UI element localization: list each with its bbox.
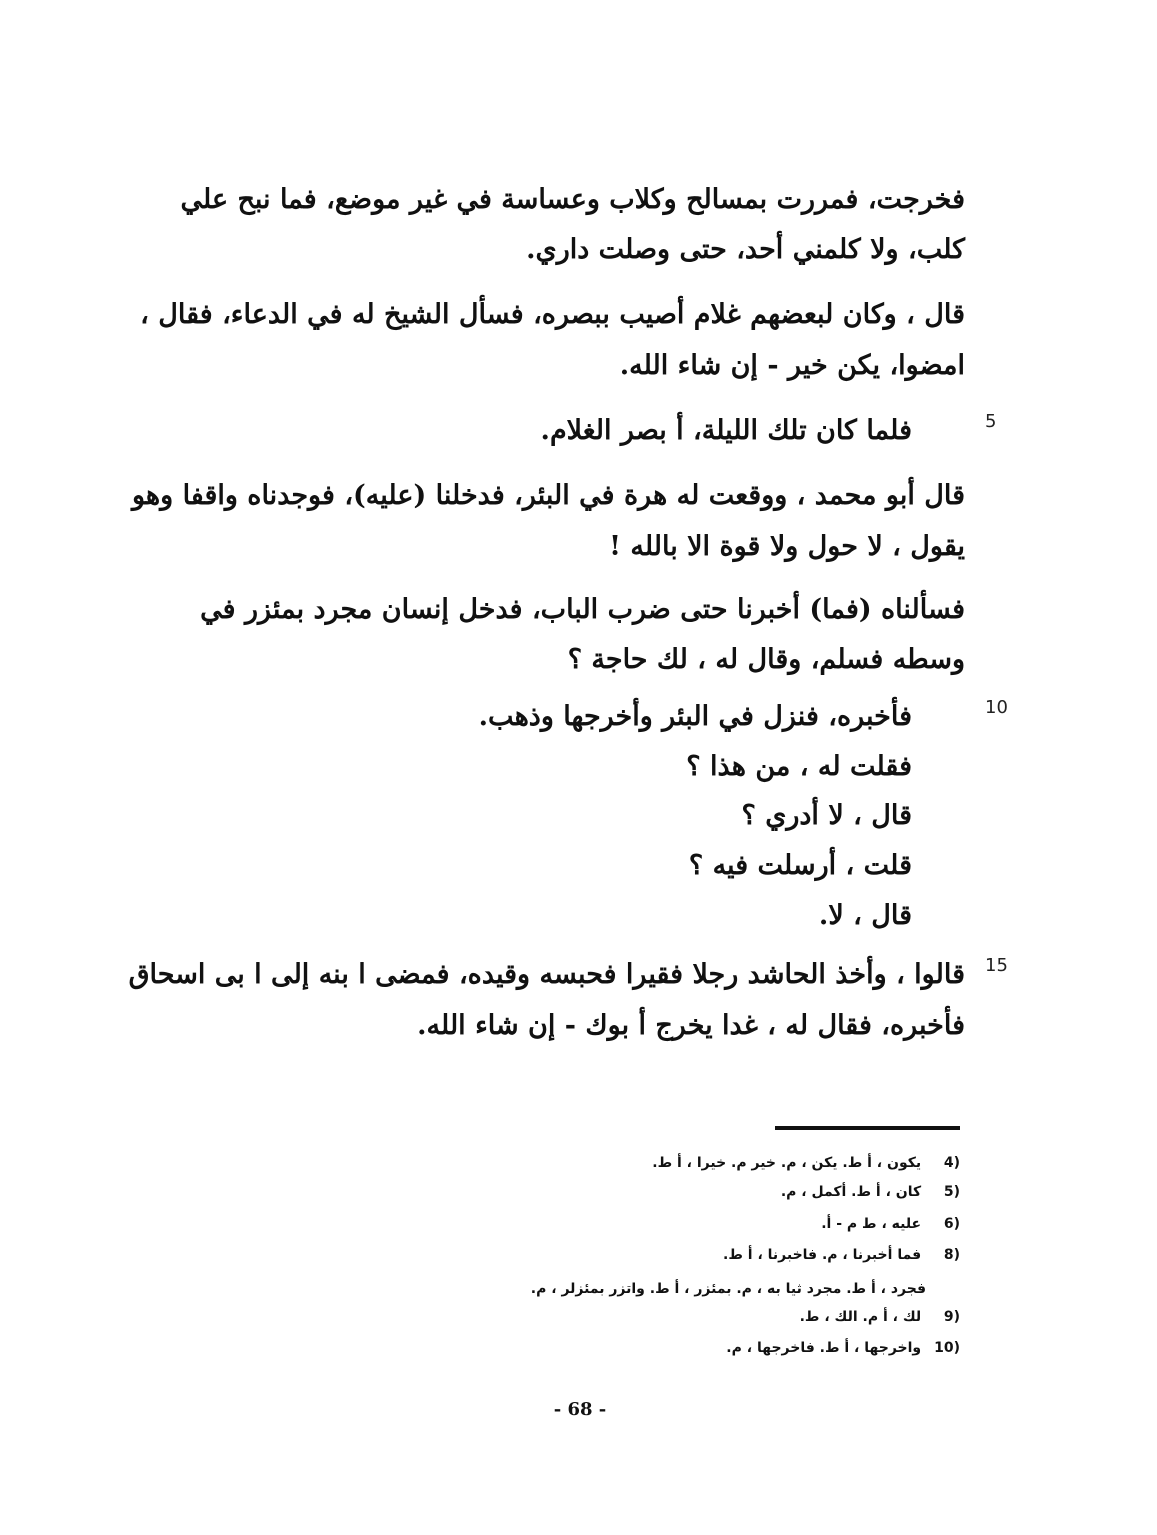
body-line: قال أبو محمد ، ووقعت له هرة في البئر، فدخلنا (عليه)، فوجدناه واقفا وهو (131, 480, 965, 511)
footnote-number: 9) (943, 1309, 960, 1325)
body-line: فخرجت، فمررت بمسالح وكلاب وعساسة في غير موضع، فما نبح علي (180, 184, 965, 215)
body-line: فقلت له ، من هذا ؟ (686, 751, 912, 782)
footnote-continuation (531, 1276, 926, 1302)
footnote (723, 1242, 960, 1268)
footnote-text: واخرجها ، أ ط. فاخرجها ، م. (726, 1340, 922, 1356)
body-line: فلما كان تلك الليلة، أ بصر الغلام. (540, 415, 912, 446)
footnote-text: كان ، أ ط. أكمل ، م. (780, 1184, 922, 1200)
body-line: كلب، ولا كلمني أحد، حتى وصلت داري. (526, 234, 965, 265)
footnote-text: فما أخبرنا ، م. فاخبرنا ، أ ط. (723, 1247, 922, 1263)
body-line: قلت ، أرسلت فيه ؟ (688, 850, 912, 881)
line-number: 15 (985, 955, 1008, 976)
footnote-text: لك ، أ م. الك ، ط. (799, 1309, 922, 1325)
body-line: فأخبره، فقال له ، غدا يخرج أ بوك - إن شاء الله. (417, 1010, 965, 1041)
body-line: فأخبره، فنزل في البئر وأخرجها وذهب. (478, 701, 912, 732)
body-line: قالوا ، وأخذ الحاشد رجلا فقيرا فحبسه وقيده، فمضى ا بنه إلى ا بى اسحاق (128, 959, 965, 990)
body-line: قال ، لا أدري ؟ (741, 800, 912, 831)
footnote-number: 6) (943, 1216, 960, 1232)
body-line: يقول ، لا حول ولا قوة الا بالله ! (609, 531, 965, 562)
footnote-separator (775, 1126, 960, 1130)
footnote-number: 5) (943, 1184, 960, 1200)
body-line: وسطه فسلم، وقال له ، لك حاجة ؟ (567, 644, 965, 675)
footnote-text: يكون ، أ ط. يكن ، م. خير م. خيرا ، أ ط. (652, 1155, 922, 1171)
footnote-number: 4) (943, 1155, 960, 1171)
line-number: 5 (985, 411, 997, 432)
footnote-text: فجرد ، أ ط. مجرد ثيا به ، م. بمئزر ، أ ط. واتزر بمئزلر ، م. (530, 1281, 926, 1297)
page-number: - 68 - (553, 1399, 607, 1420)
footnote (781, 1179, 960, 1205)
footnote (652, 1150, 960, 1176)
body-line: فسألناه (فما) أخبرنا حتى ضرب الباب، فدخل إنسان مجرد بمئزر في (200, 594, 965, 625)
footnote (800, 1304, 960, 1330)
footnote-text: عليه ، ط م - أ. (821, 1216, 922, 1232)
body-line: قال ، لا. (818, 900, 912, 931)
footnote (821, 1211, 960, 1237)
body-line: قال ، وكان لبعضهم غلام أصيب ببصره، فسأل الشيخ له في الدعاء، فقال ، (140, 299, 965, 330)
body-line: امضوا، يكن خير - إن شاء الله. (619, 350, 965, 381)
footnote-number: 10) (934, 1340, 960, 1356)
footnote-number: 8) (943, 1247, 960, 1263)
footnote (726, 1335, 960, 1361)
line-number: 10 (985, 697, 1008, 718)
